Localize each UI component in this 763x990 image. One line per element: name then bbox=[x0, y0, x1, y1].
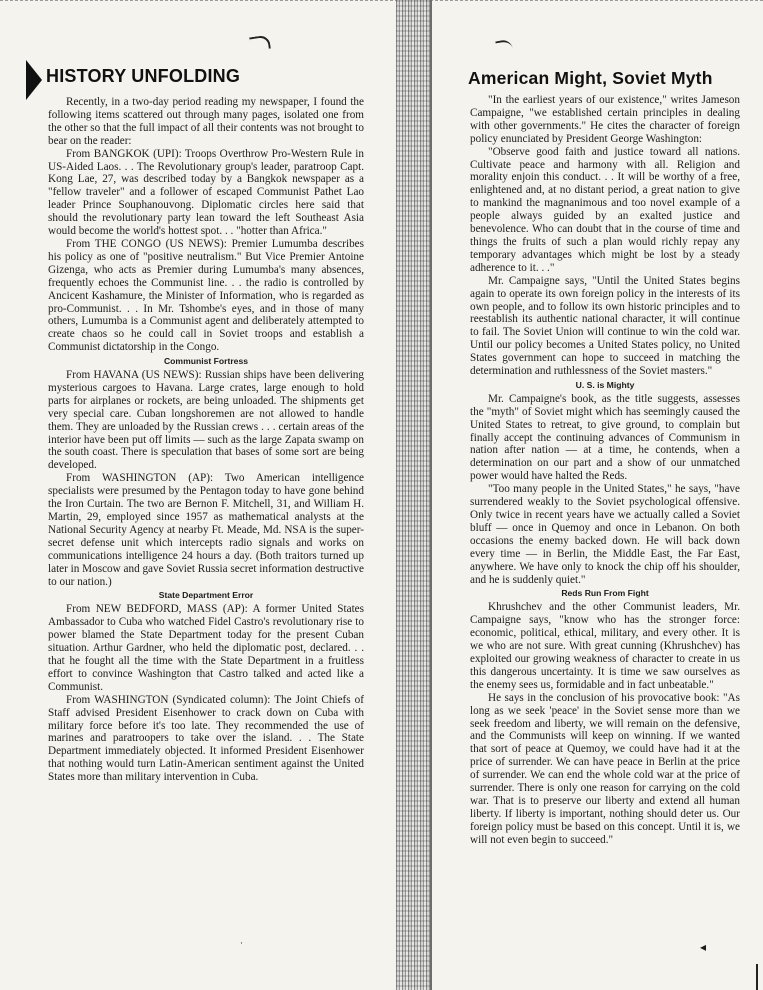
article-paragraph: Mr. Campaigne's book, as the title suggests, assesses the "myth" of Soviet might which has seemingly caused the United States to retreat, to give ground, to complain but finally accept the continuing advances of Communism in nation after nation — at a time, he contends, when a determination on our part and a show of our unmatched power would have halted the Reds. bbox=[470, 392, 740, 483]
article-subhead: Reds Run From Fight bbox=[561, 588, 649, 599]
stray-mark: · bbox=[240, 939, 243, 949]
page-top-rule bbox=[0, 0, 763, 6]
article-paragraph: From WASHINGTON (AP): Two American intelligence specialists were presumed by the Pentagon today to have gone behind the Iron Curtain. The two are Bernon F. Mitchell, 31, and William H. Martin, 29, employed since 1957 as mathematical analysts at the National Security Agency at nearby Ft. Meade, Md. NSA is the super-secret defense unit which intercepts radio signals and works on communications intelligence 24 hours a day. (Both traitors turned up later in Moscow and gave Soviet Russia secret information destructive to our nation.) bbox=[48, 472, 364, 588]
article-paragraph: From HAVANA (US NEWS): Russian ships have been delivering mysterious cargoes to Havana. Large crates, large enough to hold parts for airplanes or rockets, are being unloaded. The shipments get very special care. Cuban longshoremen are not allowed to handle them. They are unloaded by the Russian crews . . . certain areas of the interior have been put off limits — such as the large Zapata swamp on the south coast. There is speculation that bases of some sort are being developed. bbox=[48, 369, 364, 472]
handwritten-mark bbox=[495, 39, 512, 52]
article-paragraph: Mr. Campaigne says, "Until the United States begins again to operate its own foreign policy in the interests of its own people, and to follow its own historic principles and to reestablish its authentic national character, it will continue to fail. The Soviet Union will continue to win the cold war. Until our policy becomes a United States policy, no United States government can hope to succeed in matching the determination and ruthlessness of the Soviet masters." bbox=[470, 274, 740, 378]
article-paragraph: From THE CONGO (US NEWS): Premier Lumumba describes his policy as one of "positive neutralism." But Vice Premier Antoine Gizenga, who acts as Premier during Lumumba's many absences, frequently echoes the Communist line. . . the radio is controlled by Ancicent Kashamure, the Minister of Information, who is regarded as pro-Communist. . . In Mr. Tshombe's eyes, and in those of many others, Lumumba is a Communist agent and deliberately attempted to create chaos so he could call in Soviet troops and establish a Communist dictatorship in the Congo. bbox=[48, 237, 364, 354]
article-paragraph: From WASHINGTON (Syndicated column): The Joint Chiefs of Staff advised President Eisenhower to crack down on Cuba with military force before it's too late. They recommended the use of marines and paratroopers to take over the island. . . The State Department immediately objected. It informed President Eisenhower that nothing would turn Latin-American sentiment against the United States more than military intervention in Cuba. bbox=[48, 693, 364, 784]
article-paragraph: Recently, in a two-day period reading my newspaper, I found the following items scattered out through many pages, isolated one from the other so that the full impact of all their contents was not brought to bear on the reader: bbox=[48, 96, 364, 147]
article-subhead: Communist Fortress bbox=[163, 356, 249, 367]
article-paragraph: "In the earliest years of our existence," writes Jameson Campaigne, "we established certain principles in dealing with other governments." He cites the character of foreign policy enunciated by President George Washington: bbox=[470, 94, 740, 145]
page-edge-mark bbox=[756, 964, 758, 990]
page-binding-edge bbox=[430, 0, 432, 990]
article-paragraph: From BANGKOK (UPI): Troops Overthrow Pro-Western Rule in US-Aided Laos. . . The Revolutionary group's leader, paratroop Capt. Kong Lae, 27, was described today by a Bangkok newspaper as a "fellow traveler" and a follower of escaped Communist Pathet Lao leader Prince Souphanouvong. Diplomatic circles here said that should the revolutionary party lean toward the left Southeast Asia would become the world's hottest spot. . . "hotter than Africa." bbox=[48, 147, 364, 238]
right-article-body bbox=[470, 94, 740, 847]
article-paragraph: "Observe good faith and justice toward all nations. Cultivate peace and harmony with all. Religion and morality enjoin this conduct. . . It will be worthy of a free, enlightened and, at no distant period, a great nation to give to mankind the magnanimous and too novel example of a people always guided by an exalted justice and benevolence. Who can doubt that in the course of time and things the fruits of such a plan would richly repay any temporary advantages which might be lost by a steady adherence to it. . ." bbox=[470, 145, 740, 274]
article-paragraph: He says in the conclusion of his provocative book: "As long as we seek 'peace' in the Soviet sense more than we seek freedom and liberty, we will remain on the defensive, and the Communists will keep on winning. If we wanted that sort of peace at Quemoy, we could have had it at the price of surrender. We can have peace in Berlin at the price of surrender. We can end the whole cold war at the price of surrender. There is only one reason for carrying on the cold war. That is to preserve our liberty and extend all human liberty. If liberty is important, nothing should deter us. Our foreign policy must be based on this concept. Until it is, we will not even begin to succeed." bbox=[470, 691, 740, 846]
article-paragraph: From NEW BEDFORD, MASS (AP): A former United States Ambassador to Cuba who watched Fidel Castro's revolutionary rise to power blamed the State Department today for the present Cuban situation. Arthur Gardner, who held the diplomatic post, declared. . . that he fought all the time with the State Department in a fruitless effort to convince Washington that Castro talked and acted like a Communist. bbox=[48, 603, 364, 693]
right-article-title: American Might, Soviet Myth bbox=[468, 68, 713, 88]
article-subhead: U. S. is Mighty bbox=[575, 379, 635, 390]
page-binding-gutter bbox=[396, 0, 432, 990]
article-paragraph: "Too many people in the United States," he says, "have surrendered weakly to the Soviet psychological offensive. Only twice in recent years have we actually called a Soviet bluff — once in Quemoy and once in Lebanon. On both occasions the enemy backed down. He will back down every time — in Berlin, the Middle East, the Far East, anywhere. We have only to knock the chip off his shoulder, and he is suddenly quiet." bbox=[470, 483, 740, 586]
article-subhead: State Department Error bbox=[158, 590, 254, 601]
left-article-title: HISTORY UNFOLDING bbox=[46, 66, 241, 86]
section-arrow-icon bbox=[26, 60, 42, 100]
handwritten-mark bbox=[249, 35, 271, 52]
article-paragraph: Khrushchev and the other Communist leaders, Mr. Campaigne says, "know who has the stronger force: economic, political, ethical, military, and every other. It is we who are not sure. With great cunning (Khrushchev) has exploited our growing weakness of character to create in us this dangerous uncertainty. It is time we saw ourselves as the enemy sees us, formidable and in fact unbeatable." bbox=[470, 601, 740, 691]
left-article-body bbox=[48, 96, 364, 784]
stray-mark: ◂ bbox=[700, 940, 707, 954]
